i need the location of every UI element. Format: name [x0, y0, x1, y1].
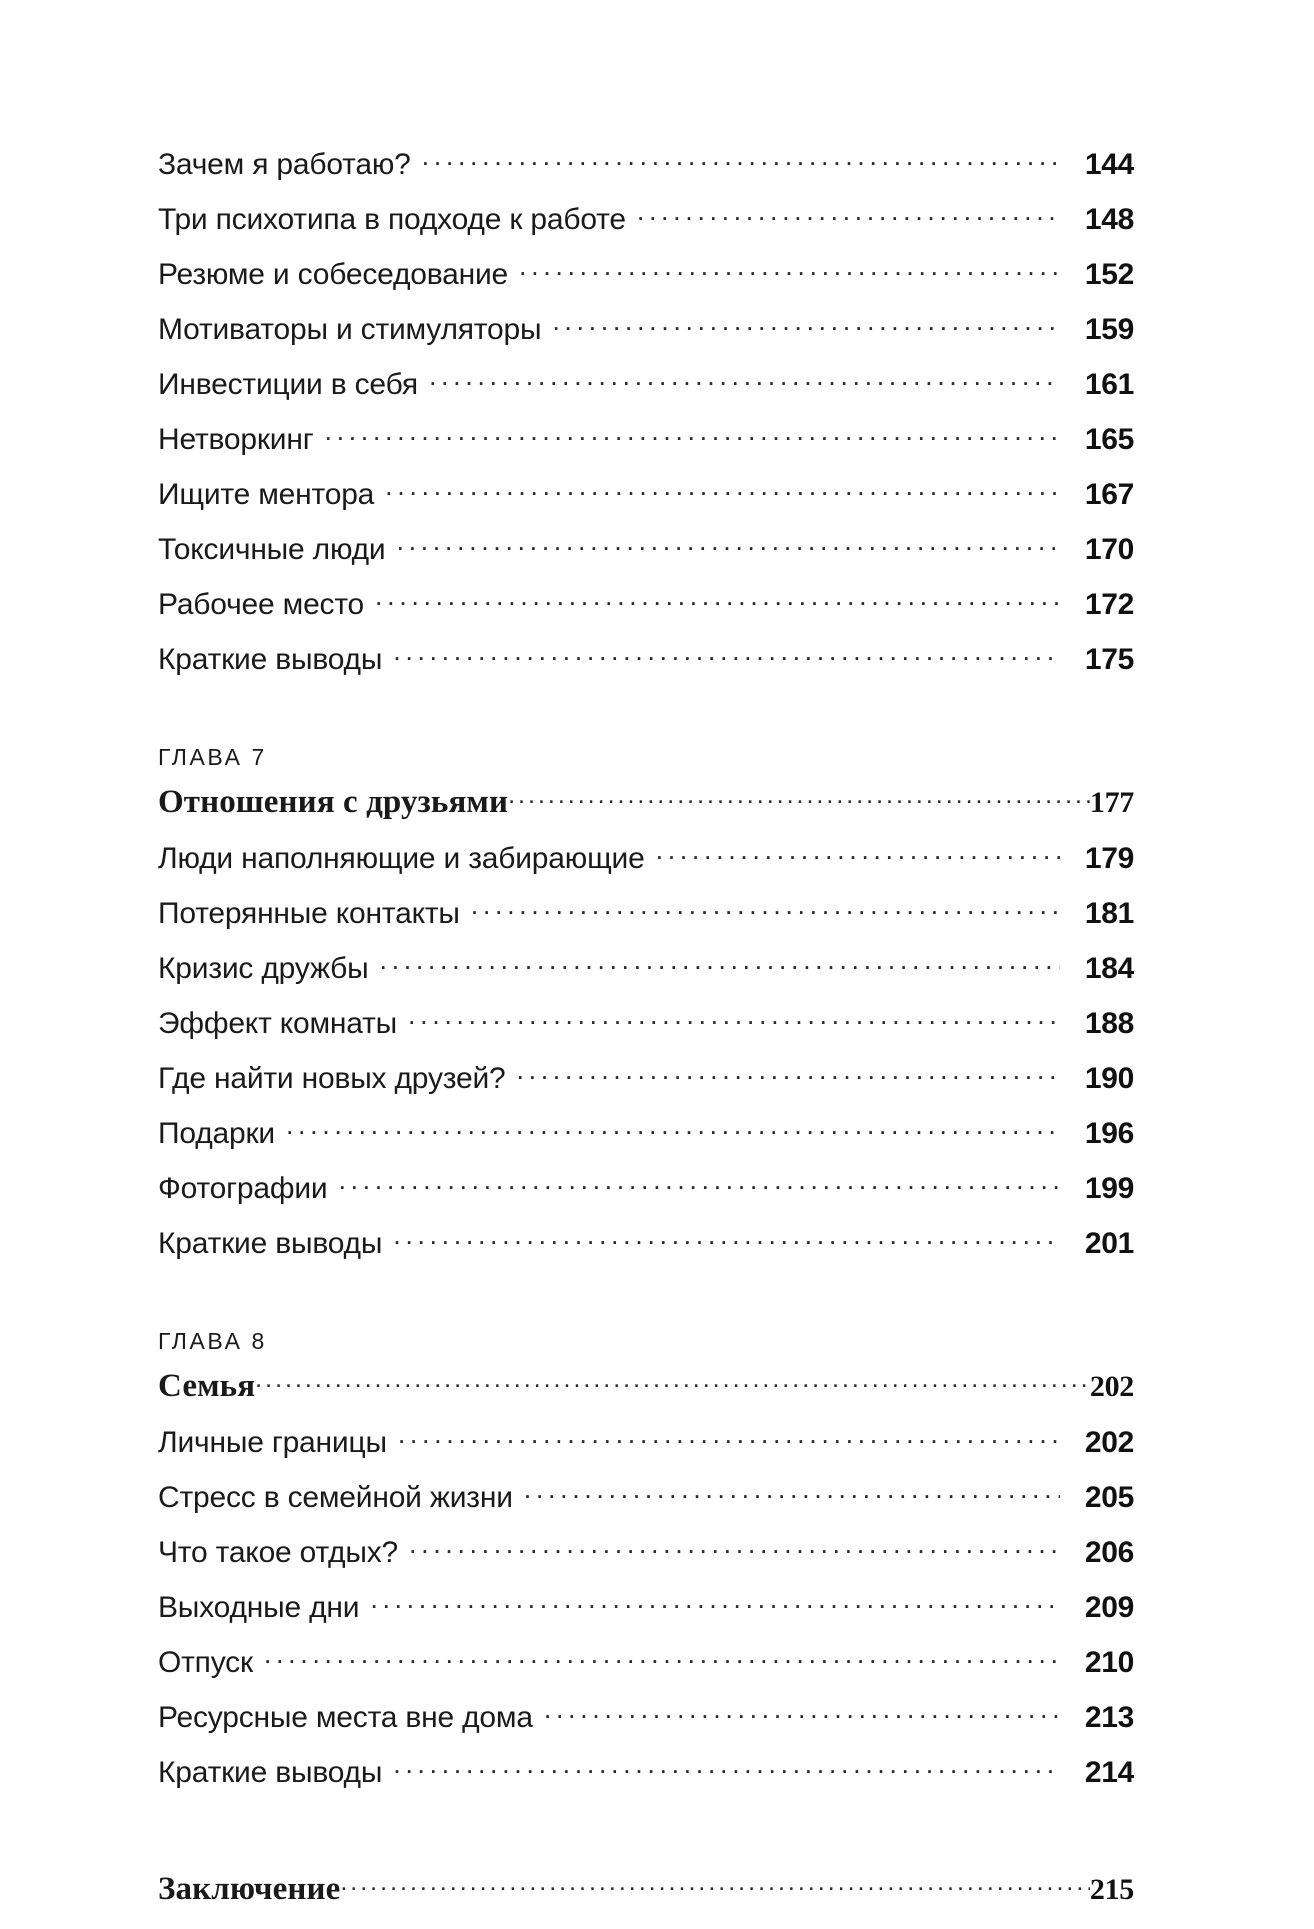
conclusion-page: 215 — [1089, 1873, 1134, 1906]
toc-entry-title: Выходные дни — [158, 1591, 360, 1624]
toc-entry[interactable] — [158, 952, 1134, 1007]
dot-leader — [471, 907, 1060, 923]
toc-entry-page: 209 — [1084, 1591, 1134, 1624]
toc-entry-title: Мотиваторы и стимуляторы — [158, 313, 542, 346]
toc-entry[interactable] — [158, 1591, 1134, 1646]
toc-entry-title: Краткие выводы — [158, 643, 383, 676]
dot-leader — [396, 543, 1060, 559]
chapter-group-7 — [158, 742, 1134, 1282]
conclusion-title: Заключение — [158, 1871, 341, 1907]
toc-entry-title: Рабочее место — [158, 588, 365, 621]
dot-leader — [409, 1546, 1060, 1562]
toc-entry-title: Отпуск — [158, 1646, 253, 1679]
dot-leader — [637, 213, 1060, 229]
toc-entry[interactable] — [158, 1756, 1134, 1811]
toc-entry-title: Кризис дружбы — [158, 952, 369, 985]
toc-entry-page: 144 — [1084, 148, 1134, 181]
toc-entry-title: Нетворкинг — [158, 423, 314, 456]
toc-entry-title: Эффект комнаты — [158, 1007, 398, 1040]
toc-entry[interactable] — [158, 423, 1134, 478]
toc-entry[interactable] — [158, 258, 1134, 313]
toc-entry-page: 190 — [1084, 1062, 1134, 1095]
toc-entry-title: Краткие выводы — [158, 1756, 383, 1789]
toc-entry[interactable] — [158, 1426, 1134, 1481]
toc-entry-title: Подарки — [158, 1117, 275, 1150]
chapter-label: ГЛАВА 7 — [158, 744, 267, 770]
dot-leader — [656, 852, 1060, 868]
toc-entry-page: 181 — [1084, 897, 1134, 930]
toc-entry[interactable] — [158, 368, 1134, 423]
toc-entry-title: Краткие выводы — [158, 1227, 383, 1260]
toc-entry-page: 188 — [1084, 1007, 1134, 1040]
dot-leader — [519, 268, 1060, 284]
chapter-label: ГЛАВА 8 — [158, 1328, 267, 1354]
chapter-page: 177 — [1089, 786, 1134, 819]
toc-entry-title: Резюме и собеседование — [158, 258, 509, 291]
dot-leader — [370, 1601, 1060, 1617]
toc-entry-page: 170 — [1084, 533, 1134, 566]
toc-entry-page: 201 — [1084, 1227, 1134, 1260]
dot-leader — [524, 1491, 1060, 1507]
chapter-title-entry[interactable] — [158, 1368, 1134, 1426]
dot-leader — [393, 1237, 1060, 1253]
dot-leader — [338, 1182, 1060, 1198]
dot-leader — [324, 433, 1060, 449]
dot-leader — [385, 488, 1060, 504]
toc-entry[interactable] — [158, 842, 1134, 897]
toc-entry-page: 161 — [1084, 368, 1134, 401]
toc-entry[interactable] — [158, 1062, 1134, 1117]
dot-leader — [375, 598, 1060, 614]
dot-leader — [264, 1656, 1060, 1672]
toc-entry-page: 196 — [1084, 1117, 1134, 1150]
dot-leader — [380, 962, 1060, 978]
toc-entry-page: 210 — [1084, 1646, 1134, 1679]
toc-entry-title: Зачем я работаю? — [158, 148, 411, 181]
toc-entry-page: 214 — [1084, 1756, 1134, 1789]
dot-leader — [544, 1711, 1060, 1727]
toc-entry[interactable] — [158, 1227, 1134, 1282]
toc-entry-page: 165 — [1084, 423, 1134, 456]
toc-entry-title: Что такое отдых? — [158, 1536, 398, 1569]
dot-leader — [255, 1380, 1090, 1396]
toc-entry-page: 205 — [1084, 1481, 1134, 1514]
dot-leader — [422, 158, 1060, 174]
dot-leader — [552, 323, 1060, 339]
toc-entry-title: Ресурсные места вне дома — [158, 1701, 533, 1734]
toc-entry-title: Люди наполняющие и забирающие — [158, 842, 645, 875]
dot-leader — [286, 1127, 1060, 1143]
toc-entry-title: Стресс в семейной жизни — [158, 1481, 513, 1514]
toc-entry[interactable] — [158, 313, 1134, 368]
toc-entry[interactable] — [158, 1646, 1134, 1701]
toc-entry-page: 148 — [1084, 203, 1134, 236]
toc-entry-page: 179 — [1084, 842, 1134, 875]
toc-entry-page: 152 — [1084, 258, 1134, 291]
toc-entry[interactable] — [158, 1701, 1134, 1756]
toc-entry-title: Ищите ментора — [158, 478, 375, 511]
dot-leader — [398, 1436, 1060, 1452]
dot-leader — [508, 796, 1090, 812]
toc-entry[interactable] — [158, 643, 1134, 698]
toc-entry-title: Инвестиции в себя — [158, 368, 418, 401]
toc-entry[interactable] — [158, 1007, 1134, 1062]
toc-entry-title: Фотографии — [158, 1172, 328, 1205]
toc-entry-page: 167 — [1084, 478, 1134, 511]
dot-leader — [393, 653, 1060, 669]
dot-leader — [429, 378, 1060, 394]
toc-entry[interactable] — [158, 897, 1134, 952]
toc-entry[interactable] — [158, 203, 1134, 258]
toc-entry[interactable] — [158, 588, 1134, 643]
chapter-group-8 — [158, 1326, 1134, 1811]
toc-entry[interactable] — [158, 1117, 1134, 1172]
entry-group-0 — [158, 148, 1134, 698]
toc-entry-page: 159 — [1084, 313, 1134, 346]
toc-entry-page: 206 — [1084, 1536, 1134, 1569]
toc-entry[interactable] — [158, 1481, 1134, 1536]
chapter-title: Отношения с друзьями — [158, 784, 509, 820]
toc-entry-title: Потерянные контакты — [158, 897, 460, 930]
toc-entry-page: 184 — [1084, 952, 1134, 985]
toc-entry-page: 175 — [1084, 643, 1134, 676]
dot-leader — [408, 1017, 1060, 1033]
toc-entry[interactable] — [158, 1536, 1134, 1591]
toc-entry[interactable] — [158, 1172, 1134, 1227]
toc-entry-page: 202 — [1084, 1426, 1134, 1459]
toc-entry-page: 213 — [1084, 1701, 1134, 1734]
chapter-title-entry[interactable] — [158, 784, 1134, 842]
toc-entry[interactable] — [158, 533, 1134, 588]
chapter-title: Семья — [158, 1368, 256, 1404]
toc-entry[interactable] — [158, 478, 1134, 533]
toc-entry-title: Три психотипа в подходе к работе — [158, 203, 626, 236]
conclusion-group — [158, 1871, 1134, 1929]
table-of-contents — [158, 148, 1134, 1929]
toc-entry-title: Где найти новых друзей? — [158, 1062, 506, 1095]
toc-entry-title: Токсичные люди — [158, 533, 386, 566]
conclusion-entry[interactable] — [158, 1871, 1134, 1929]
toc-entry[interactable] — [158, 148, 1134, 203]
chapter-page: 202 — [1089, 1370, 1134, 1403]
toc-entry-page: 172 — [1084, 588, 1134, 621]
dot-leader — [340, 1883, 1090, 1899]
toc-entry-title: Личные границы — [158, 1426, 387, 1459]
dot-leader — [517, 1072, 1061, 1088]
toc-entry-page: 199 — [1084, 1172, 1134, 1205]
dot-leader — [393, 1766, 1060, 1782]
